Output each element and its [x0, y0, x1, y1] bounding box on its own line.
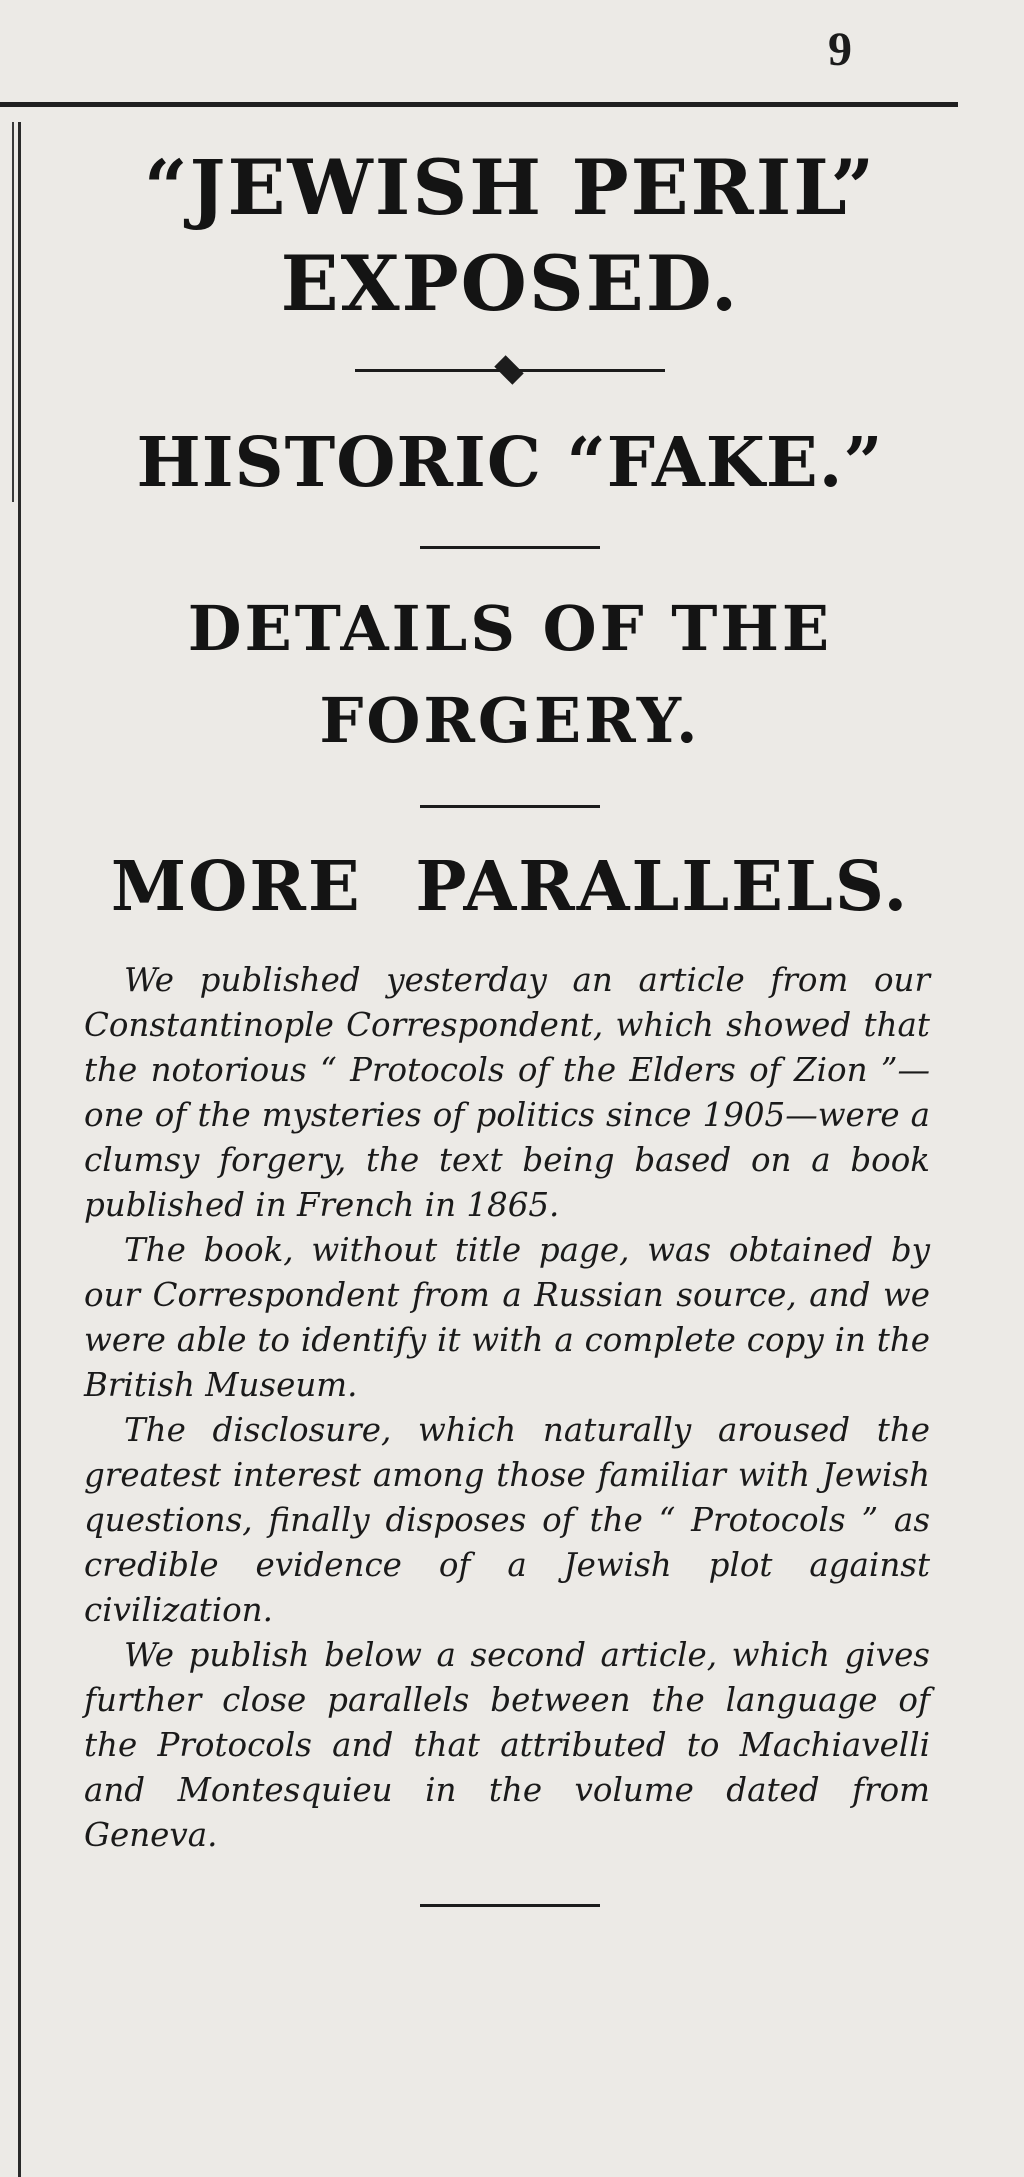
column-rule-left-outer	[12, 122, 14, 502]
headline-details	[70, 583, 950, 767]
short-divider-1	[420, 546, 600, 549]
top-rule	[0, 102, 958, 107]
bottom-divider	[420, 1904, 600, 1907]
article-paragraph-1: We published yesterday an article from our Constantinople Correspondent, which showed that the notorious “ Protocols of the Elders of Zion ”— one of the mysteries of politics since 1905—were a clumsy forgery, the text being based on a book published in French in 1865.	[84, 961, 930, 1224]
article-paragraph-3: The disclosure, which naturally aroused the greatest interest among those familiar with Jewish questions, finally disposes of the “ Protocols ” as credible evidence of a Jewish plot against civilization.	[84, 1411, 930, 1629]
article-column	[70, 140, 950, 1907]
page-number: 9	[828, 23, 852, 76]
headline-details-line2: FORGERY.	[319, 684, 701, 757]
article-paragraph-4: We publish below a second article, which gives further close parallels between the language of the Protocols and that attributed to Machiavelli and Montesquieu in the volume dated from Geneva.	[84, 1636, 930, 1854]
column-rule-left	[18, 122, 21, 2177]
headline-main	[70, 140, 950, 332]
headline-more-parallels: MORE PARALLELS.	[110, 847, 910, 927]
headline-historic-fake: HISTORIC “FAKE.”	[136, 423, 884, 503]
article-body	[70, 958, 950, 1858]
article-paragraph-2: The book, without title page, was obtained by our Correspondent from a Russian source, and we were able to identify it with a complete copy in the British Museum.	[84, 1231, 930, 1404]
headline-details-line1: DETAILS OF THE	[187, 592, 833, 665]
diamond-divider	[355, 360, 665, 380]
headline-main-line2: EXPOSED.	[280, 239, 740, 328]
diamond-ornament-icon	[494, 355, 523, 384]
short-divider-2	[420, 805, 600, 808]
headline-main-line1: “JEWISH PERIL”	[143, 143, 877, 232]
